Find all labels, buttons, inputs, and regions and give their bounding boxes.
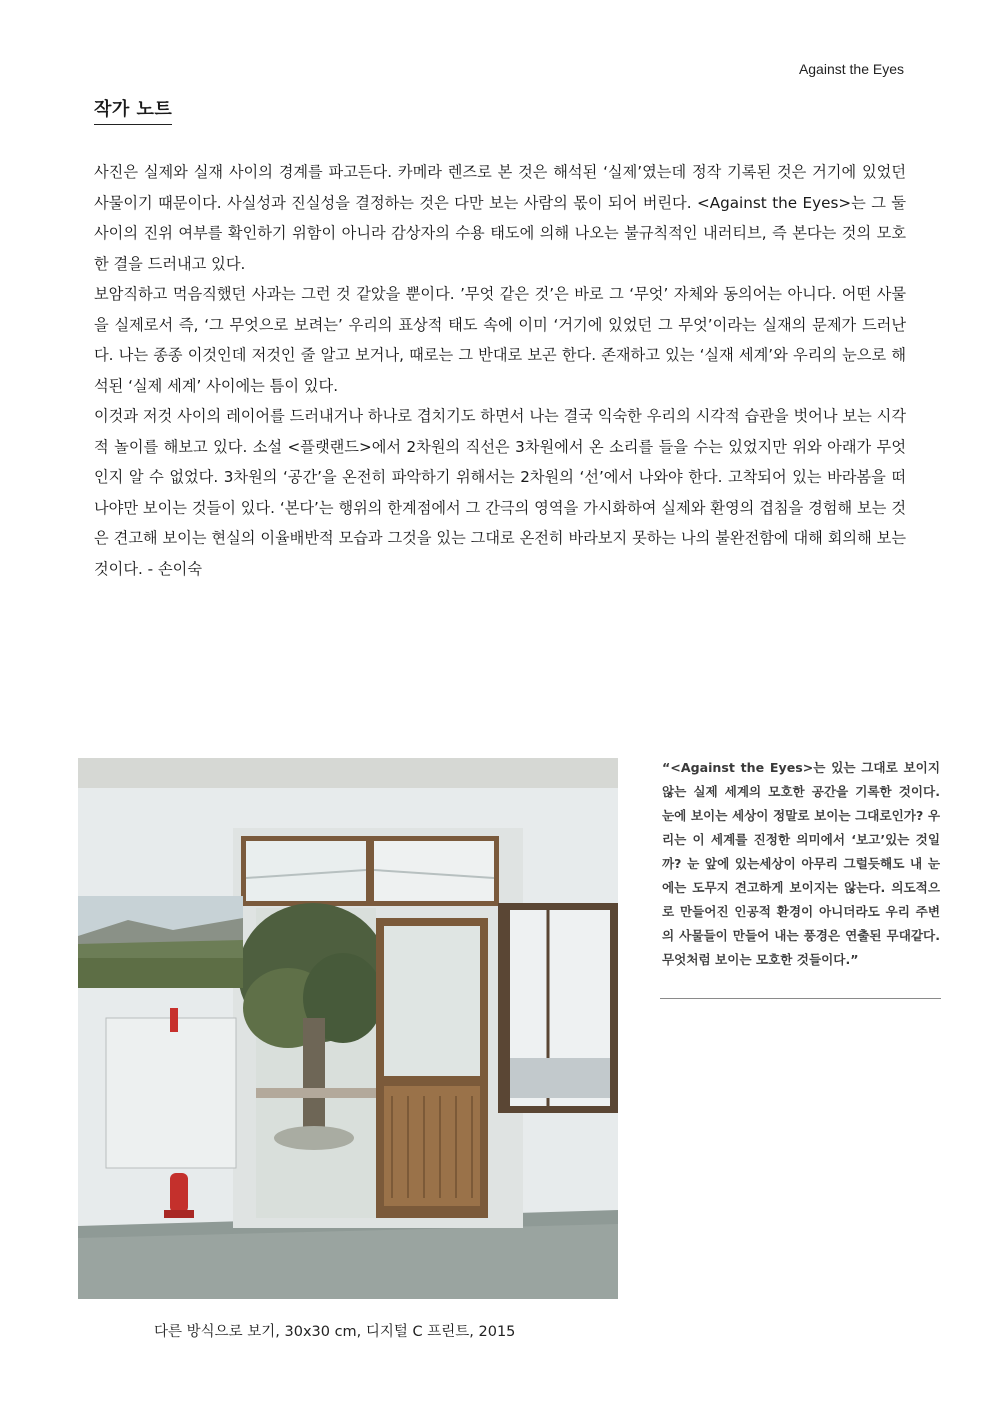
section-title: 작가 노트 xyxy=(94,95,172,125)
pull-quote: “<Against the Eyes>는 있는 그대로 보이지 않는 실제 세계의 모호한 공간을 기록한 것이다. 눈에 보이는 세상이 정말로 보이는 그대로인가? 우리는 이 세계를 진정한 의미에서 ‘보고’있는 것일까? 눈 앞에 있는세상이 아무리 그럴듯해도 내 눈에는 도무지 견고하게 보이지는 않는다. 의도적으로 만들어진 인공적 환경이 아니더라도 우리 주변의 사물들이 만들어 내는 풍경은 연출된 무대같다. 무엇처럼 보이는 모호한 것들이다.” xyxy=(662,760,940,967)
fire-extinguisher xyxy=(170,1173,188,1213)
wall-panel xyxy=(106,1018,236,1168)
photo-caption: 다른 방식으로 보기, 30x30 cm, 디지털 C 프린트, 2015 xyxy=(154,1324,516,1340)
artwork-photo xyxy=(78,758,618,1299)
bench xyxy=(510,1058,610,1098)
body-paragraph: 보암직하고 먹음직했던 사과는 그런 것 같았을 뿐이다. ’무엇 같은 것’은 바로 그 ‘무엇’ 자체와 동의어는 아니다. 어떤 사물을 실제로서 즉, ‘그 무엇으로 보려는’ 우리의 표상적 태도 속에 이미 ‘거기에 있었던 그 무엇’이라는 실재의 문제가 드러난다. 나는 종종 이것인데 저것인 줄 알고 보거나, 때로는 그 반대로 보곤 한다. 존재하고 있는 ‘실재 세계’와 우리의 눈으로 해석된 ‘실제 세계’ 사이에는 틈이 있다. xyxy=(94,285,906,395)
artist-note-body xyxy=(94,157,906,584)
running-header: Against the Eyes xyxy=(798,61,904,77)
fire-sign xyxy=(170,1008,178,1032)
body-paragraph: 사진은 실제와 실재 사이의 경계를 파고든다. 카메라 렌즈로 본 것은 해석된 ‘실제’였는데 정작 기록된 것은 거기에 있었던 사물이기 때문이다. 사실성과 진실성을 결정하는 것은 다만 보는 사람의 몫이 되어 버린다. <Against the Eyes>는 그 둘 사이의 진위 여부를 확인하기 위함이 아니라 감상자의 수용 태도에 의해 나오는 불규칙적인 내러티브, 즉 본다는 것의 모호한 결을 드러내고 있다. xyxy=(94,163,906,273)
quote-divider xyxy=(660,998,941,999)
body-paragraph: 이것과 저것 사이의 레이어를 드러내거나 하나로 겹치기도 하면서 나는 결국 익숙한 우리의 시각적 습관을 벗어나 보는 시각적 놀이를 해보고 있다. 소설 <플랫랜드>에서 2차원의 직선은 3차원에서 온 소리를 들을 수는 있었지만 위와 아래가 무엇인지 알 수 없었다. 3차원의 ‘공간’을 온전히 파악하기 위해서는 2차원의 ‘선’에서 나와야 한다. 고착되어 있는 바라봄을 떠나야만 보이는 것들이 있다. ‘본다’는 행위의 한계점에서 그 간극의 영역을 가시화하여 실제와 환영의 겹침을 경험해 보는 것은 견고해 보이는 현실의 이율배반적 모습과 그것을 있는 그대로 온전히 바라보지 못하는 나의 불완전함에 대해 회의해 보는 것이다. - 손이숙 xyxy=(94,407,906,578)
